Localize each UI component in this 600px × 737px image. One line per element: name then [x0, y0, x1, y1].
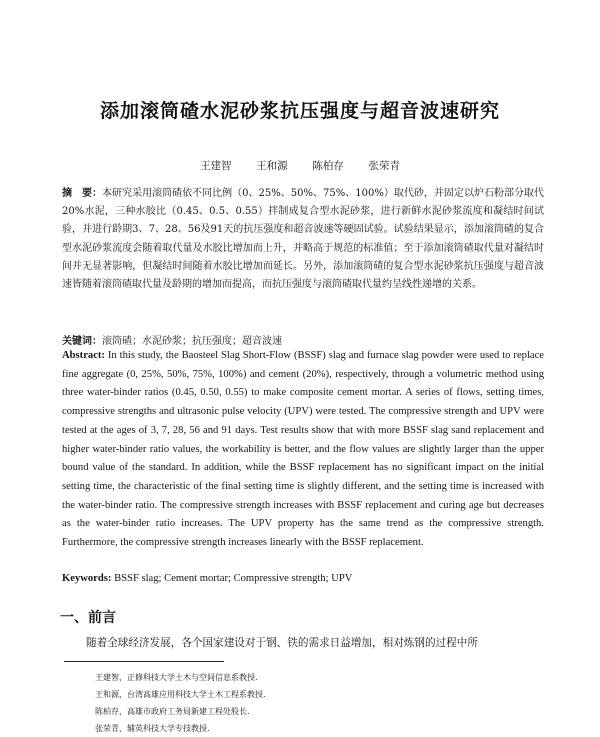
paper-title: 添加滚筒碴水泥砂浆抗压强度与超音波速研究 [99, 100, 500, 122]
keywords-en-label: Keywords: [62, 573, 112, 584]
author-list [200, 158, 400, 173]
abstract-cn [62, 185, 544, 294]
abstract-en [62, 347, 544, 553]
author-name: 张荣青 [368, 160, 400, 172]
footnote: 王建智，正修科技大学土木与空间信息系教授. [95, 673, 258, 682]
keywords-en-text: BSSF slag; Cement mortar; Compressive strength; UPV [114, 573, 353, 584]
author-name: 王和源 [256, 160, 288, 172]
abstract-cn-label: 摘 要： [62, 188, 103, 199]
abstract-en-label: Abstract: [62, 350, 105, 361]
author-name: 王建智 [200, 160, 232, 172]
footnote-divider [64, 661, 224, 662]
keywords-cn-text: 滚筒碴；水泥砂浆；抗压强度；超音波速 [102, 336, 282, 347]
footnote: 陈柏存，高雄市政府工务局新建工程处股长. [95, 707, 250, 716]
keywords-cn-label: 关键词： [62, 336, 102, 347]
footnotes [95, 669, 266, 737]
abstract-en-text: In this study, the Baosteel Slag Short-Flow (BSSF) slag and furnace slag powder were used to replace fine aggregate (0, 25%, 50%, 75%, 100%) and cement (20%), respectively, through a volumetric method using three water-binder ratios (0.45, 0.50, 0.55) to make composite cement mortar. A series of flows, setting times, compressive strengths and ultrasonic pulse velocity (UPV) were tested. The compressive strength and UPV were tested at the ages of 3, 7, 28, 56 and 91 days. Test results show that with more BSSF slag sand replacement and higher water-binder ratio values, the workability is better, and the flow values are slightly larger than the upper bound value of the standard. In addition, while the BSSF replacement has no significant impact on the initial setting time, the characteristic of the final setting time is slightly different, and the setting time is increased with the water-binder ratio. The compressive strength increases with BSSF replacement and curing age but decreases as the water-binder ratio increases. The UPV property has the same trend as the compressive strength. Furthermore, the compressive strength increases linearly with the BSSF replacement. [62, 350, 544, 549]
keywords-cn [62, 332, 544, 347]
keywords-en [62, 573, 544, 584]
section-heading: 一、前言 [60, 610, 116, 626]
footnote: 王和源，台湾高雄应用科技大学土木工程系教授. [95, 690, 266, 699]
author-name: 陈柏存 [312, 160, 344, 172]
abstract-cn-text: 本研究采用滚筒碴依不同比例（0、25%、50%、75%、100%）取代砂，并固定以炉石粉部分取代20%水泥，三种水胶比（0.45、0.5、0.55）拌制成复合型水泥砂浆，进行新鲜水泥砂浆流度和凝结时间试验，并进行龄期3、7、28、56及91天的抗压强度和超音波速等硬固试验。试验结果显示，添加滚筒碴的复合型水泥砂浆流度会随着取代量及水胶比增加而上升，并略高于规范的标准值；至于添加滚筒碴取代量对凝结时间并无显著影响，但凝结时间随着水胶比增加而延长。另外，添加滚筒碴的复合型水泥砂浆抗压强度与超音波速皆随着滚筒碴取代量及龄期的增加而提高，而抗压强度与滚筒碴取代量约呈线性递增的关系。 [62, 188, 545, 291]
footnote: 张荣青，辅英科技大学专技教授. [95, 724, 210, 733]
intro-paragraph: 随着全球经济发展，各个国家建设对于钢、铁的需求日益增加，相对炼钢的过程中所 [86, 637, 478, 649]
